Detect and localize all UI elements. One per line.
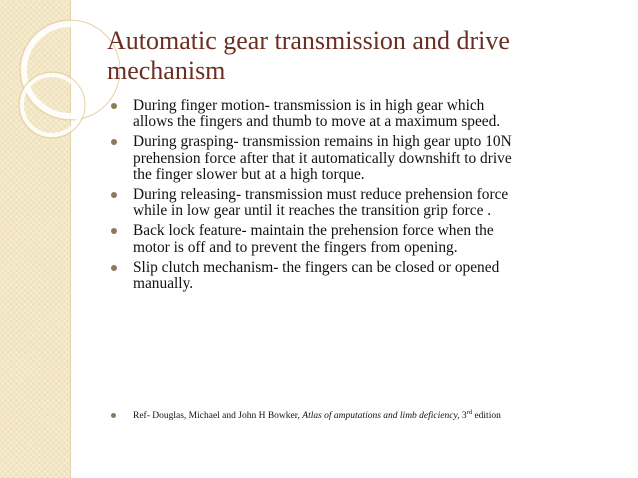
reference-book-title: Atlas of amputations and limb deficiency,: [302, 411, 460, 421]
reference-prefix: Ref- Douglas, Michael and John H Bowker,: [133, 411, 303, 421]
decorative-ring-large-outline: [20, 20, 120, 120]
reference-edition-number: 3: [459, 411, 467, 421]
reference-edition-label: edition: [472, 411, 501, 421]
bullet-text: Slip clutch mechanism- the fingers can be closed or opened manually.: [133, 258, 500, 293]
decorative-rings: [0, 0, 120, 200]
bullet-dot-icon: [111, 413, 116, 418]
bullet-dot-icon: [111, 228, 117, 234]
bullet-dot-icon: [111, 265, 117, 271]
bullet-text: Back lock feature- maintain the prehension force when the motor is off and to prevent the fingers from opening.: [133, 222, 494, 256]
bullet-list: [110, 98, 520, 296]
bullet-item: [110, 187, 520, 219]
bullet-item: [110, 98, 520, 130]
slide-title: Automatic gear transmission and drive mechanism: [107, 26, 510, 85]
bullet-item: [110, 223, 520, 255]
bullet-item: [110, 134, 520, 183]
reference-note: [110, 410, 633, 422]
decorative-ring-small-outline: [19, 72, 85, 138]
reference-edition-suffix: rd: [466, 408, 473, 416]
bullet-text: During finger motion- transmission is in high gear which allows the fingers and thumb to move at a maximum speed.: [133, 97, 501, 131]
bullet-dot-icon: [111, 192, 117, 198]
bullet-dot-icon: [111, 103, 117, 109]
decorative-ring-large: [24, 24, 116, 116]
bullet-dot-icon: [111, 139, 117, 145]
bullet-text: During releasing- transmission must reduce prehension force while in low gear until it reaches the transition grip force .: [133, 186, 509, 220]
bullet-text: During grasping- transmission remains in high gear upto 10N prehension force after that it automatically downshift to drive the finger slower but at a high torque.: [133, 133, 512, 183]
bullet-item: [110, 260, 520, 292]
decorative-ring-small: [22, 75, 82, 135]
